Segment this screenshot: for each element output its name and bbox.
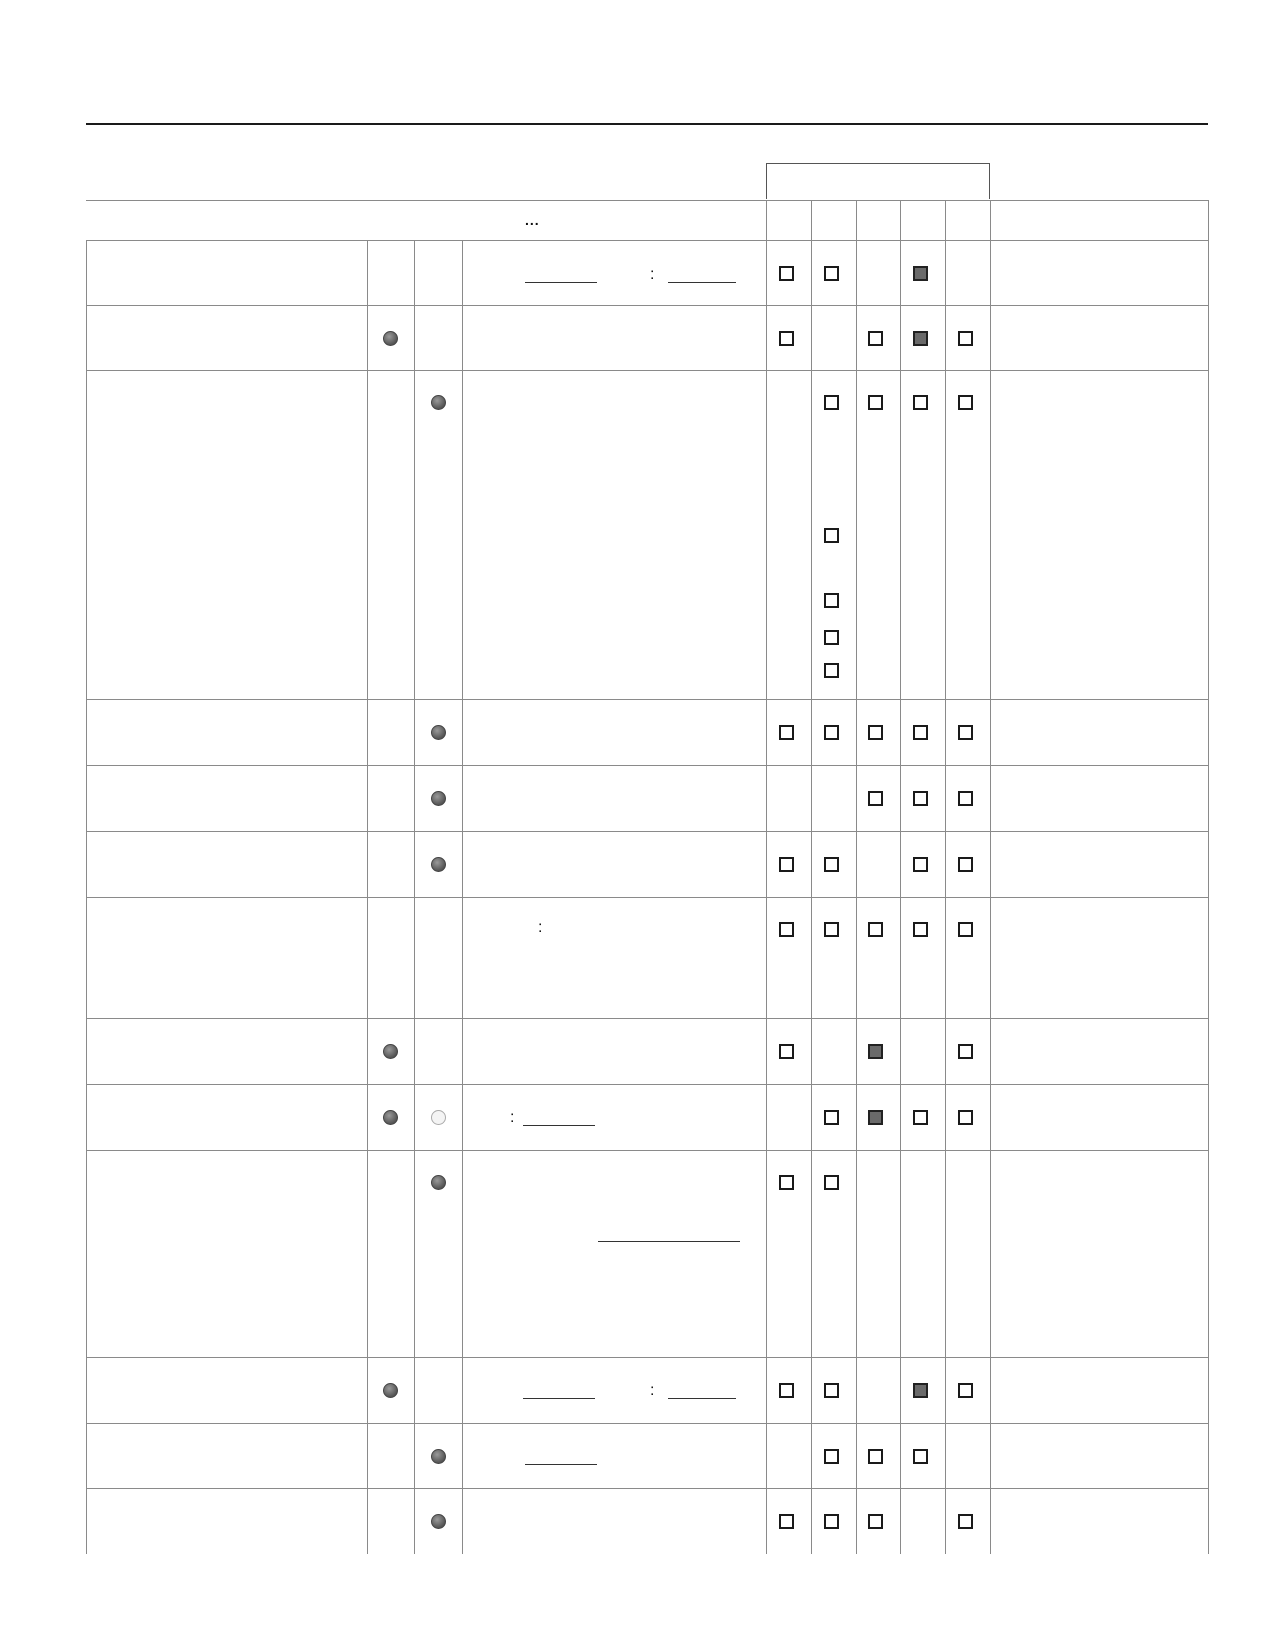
column-divider [990,200,991,1554]
fill-in-blank[interactable] [525,1464,597,1465]
checkbox-checked[interactable] [913,1383,928,1398]
checkbox[interactable] [779,1383,794,1398]
checkbox[interactable] [958,791,973,806]
filled-circle-marker [431,395,446,410]
checkbox[interactable] [779,922,794,937]
fill-in-blank[interactable] [525,282,597,283]
checkbox[interactable] [958,1383,973,1398]
row-divider [86,370,1208,371]
column-divider [811,200,812,1554]
filled-circle-marker [431,1514,446,1529]
row-divider [86,897,1208,898]
row-divider [86,1423,1208,1424]
checkbox-checked[interactable] [868,1044,883,1059]
checkbox[interactable] [824,663,839,678]
row-divider [86,699,1208,700]
checkbox[interactable] [958,1514,973,1529]
filled-circle-marker [431,791,446,806]
row-divider [86,240,1208,241]
checkbox[interactable] [868,395,883,410]
colon-separator: : [650,266,655,283]
checkbox[interactable] [913,725,928,740]
checkbox[interactable] [913,395,928,410]
column-divider [766,200,767,1554]
checkbox[interactable] [824,1383,839,1398]
checkbox[interactable] [913,922,928,937]
checkbox[interactable] [779,1175,794,1190]
checkbox[interactable] [779,1514,794,1529]
checkbox[interactable] [779,266,794,281]
column-divider [1208,200,1209,1554]
column-divider [367,240,368,1554]
row-divider [86,1150,1208,1151]
fill-in-blank[interactable] [523,1398,595,1399]
filled-circle-marker [431,725,446,740]
column-divider [462,240,463,1554]
checkbox[interactable] [958,395,973,410]
checkbox[interactable] [913,791,928,806]
column-divider [414,240,415,1554]
header-ellipsis: ... [525,212,540,228]
column-divider [1208,200,1209,240]
row-divider [86,1018,1208,1019]
row-divider [86,305,1208,306]
column-divider [86,240,87,1554]
checkbox[interactable] [913,1110,928,1125]
row-divider [86,1357,1208,1358]
checkbox[interactable] [958,857,973,872]
column-group-header [766,163,990,199]
filled-circle-marker [383,1110,398,1125]
header-rule [86,123,1208,125]
checkbox[interactable] [779,857,794,872]
row-divider [86,1084,1208,1085]
checkbox[interactable] [958,331,973,346]
checkbox[interactable] [779,1044,794,1059]
checkbox[interactable] [824,1449,839,1464]
fill-in-blank[interactable] [598,1241,740,1242]
column-divider [945,200,946,1554]
column-divider [900,200,901,1554]
colon-separator: : [650,1382,655,1399]
checkbox[interactable] [958,922,973,937]
filled-circle-marker [431,1449,446,1464]
checkbox[interactable] [779,331,794,346]
checkbox[interactable] [824,725,839,740]
checkbox[interactable] [868,725,883,740]
checkbox[interactable] [824,1514,839,1529]
fill-in-blank[interactable] [523,1125,595,1126]
checkbox[interactable] [913,857,928,872]
checkbox[interactable] [868,331,883,346]
checkbox[interactable] [868,1514,883,1529]
colon-separator: : [538,919,543,936]
row-divider [86,1488,1208,1489]
checkbox[interactable] [958,1044,973,1059]
fill-in-blank[interactable] [668,1398,736,1399]
filled-circle-marker [431,857,446,872]
checkbox-checked[interactable] [868,1110,883,1125]
filled-circle-marker [383,1044,398,1059]
checkbox[interactable] [958,725,973,740]
filled-circle-marker [431,1175,446,1190]
checkbox-checked[interactable] [913,331,928,346]
checkbox[interactable] [824,395,839,410]
checkbox[interactable] [958,1110,973,1125]
checkbox[interactable] [868,922,883,937]
colon-separator: : [510,1109,515,1126]
fill-in-blank[interactable] [668,282,736,283]
column-divider [856,200,857,1554]
checkbox[interactable] [824,922,839,937]
checkbox[interactable] [824,630,839,645]
hollow-circle-marker [431,1110,446,1125]
checkbox[interactable] [824,857,839,872]
checkbox[interactable] [779,725,794,740]
filled-circle-marker [383,331,398,346]
checkbox[interactable] [824,1110,839,1125]
row-divider [86,831,1208,832]
checkbox-checked[interactable] [913,266,928,281]
header-divider [766,200,1208,201]
checkbox[interactable] [824,266,839,281]
filled-circle-marker [383,1383,398,1398]
row-divider [86,765,1208,766]
checkbox[interactable] [824,1175,839,1190]
checkbox[interactable] [824,528,839,543]
checkbox[interactable] [913,1449,928,1464]
checkbox[interactable] [868,791,883,806]
checkbox[interactable] [868,1449,883,1464]
checkbox[interactable] [824,593,839,608]
